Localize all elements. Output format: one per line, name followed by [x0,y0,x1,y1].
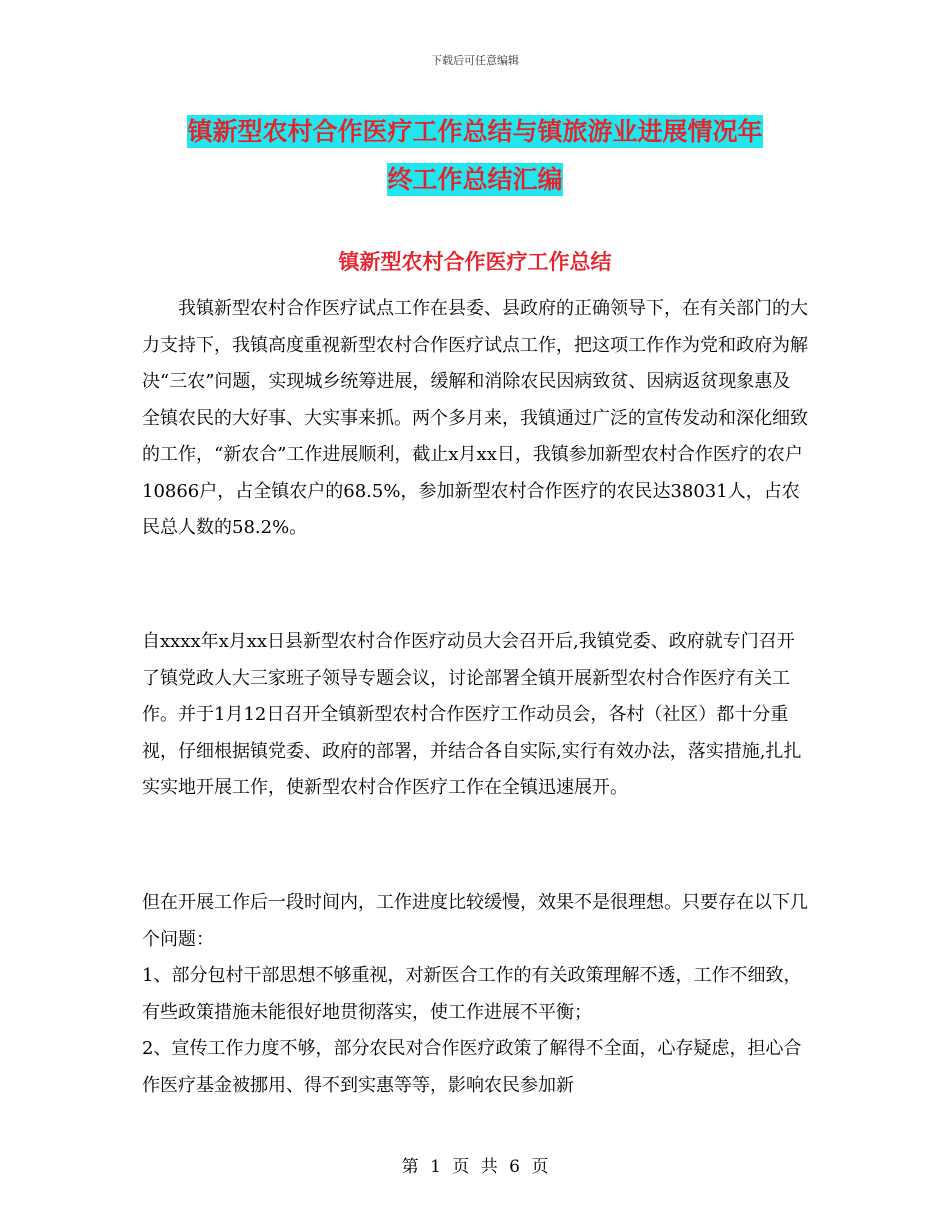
section-title: 镇新型农村合作医疗工作总结 [338,250,612,274]
paragraph-mobilization: 自xxxx年x月xx日县新型农村合作医疗动员大会召开后,我镇党委、政府就专门召开了镇党政人大三家班子领导专题会议，讨论部署全镇开展新型农村合作医疗有关工作。并于1月12日召开全镇新型农村合作医疗工作动员会，各村（社区）都十分重视，仔细根据镇党委、政府的部署，并结合各自实际,实行有效办法，落实措施,扎扎实实地开展工作，使新型农村合作医疗工作在全镇迅速展开。 [142,631,802,798]
title-line-1: 镇新型农村合作医疗工作总结与镇旅游业进展情况年 [187,117,763,146]
problems-intro: 但在开展工作后一段时间内，工作进度比较缓慢，效果不是很理想。只要存在以下几个问题： [142,892,808,950]
header-note: 下载后可任意编辑 [431,54,519,67]
paragraph-problems [142,885,808,1104]
page-number: 第 1 页 共 6 页 [401,1157,549,1177]
paragraph-intro: 我镇新型农村合作医疗试点工作在县委、县政府的正确领导下，在有关部门的大力支持下，我镇高度重视新型农村合作医疗试点工作，把这项工作作为党和政府为解决“三农”问题，实现城乡统筹进展，缓解和消除农民因病致贫、因病返贫现象惠及全镇农民的大好事、大实事来抓。两个多月来，我镇通过广泛的宣传发动和深化细致的工作，“新农合”工作进展顺利，截止x月xx日，我镇参加新型农村合作医疗的农户10866户，占全镇农户的68.5%，参加新型农村合作医疗的农民达38031人，占农民总人数的58.2%。 [142,298,808,538]
document-title [130,108,820,204]
title-line-2: 终工作总结汇编 [387,165,563,194]
problem-item-1: 1、部分包村干部思想不够重视，对新医合工作的有关政策理解不透，工作不细致，有些政策措施未能很好地贯彻落实，使工作进展不平衡； [142,965,802,1023]
problem-item-2: 2、宣传工作力度不够，部分农民对合作医疗政策了解得不全面，心存疑虑，担心合作医疗基金被挪用、得不到实惠等等，影响农民参加新 [142,1038,802,1096]
